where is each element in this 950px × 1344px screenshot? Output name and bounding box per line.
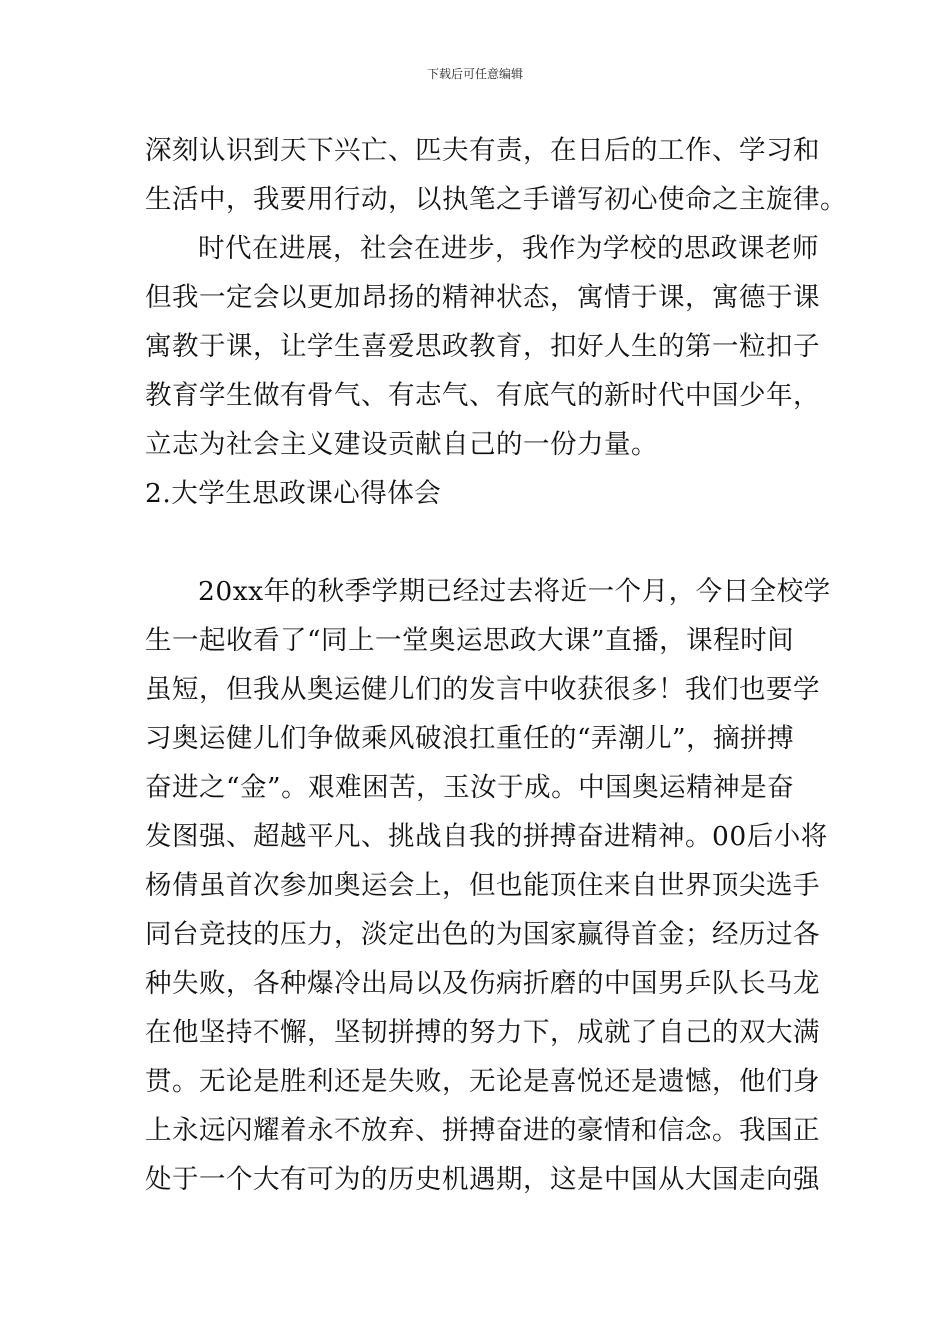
text-line: 习奥运健儿们争做乘风破浪扛重任的“弄潮儿”，摘拼搏 [145,723,795,754]
text-line: 立志为社会主义建设贡献自己的一份力量。 [145,429,658,460]
text-line: 种失败，各种爆冷出局以及伤病折磨的中国男乒队长马龙 [145,968,820,999]
text-line: 同台竞技的压力，淡定出色的为国家赢得首金；经历过各 [145,919,820,950]
text-line: 教育学生做有骨气、有志气、有底气的新时代中国少年， [145,380,820,411]
paragraph-2 [145,224,820,469]
text-line: 虽短，但我从奥运健儿们的发言中收获很多！我们也要学 [145,674,820,705]
text-line: 上永远闪耀着永不放弃、拼搏奋进的豪情和信念。我国正 [145,1115,820,1146]
paragraph-3 [145,567,831,1204]
text-line: 奋进之“金”。艰难困苦，玉汝于成。中国奥运精神是奋 [145,772,795,803]
paragraph-1 [145,126,847,224]
section-heading: 2.大学生思政课心得体会 [145,478,442,509]
page-header-note: 下载后可任意编辑 [426,67,523,81]
text-line: 处于一个大有可为的历史机遇期，这是中国从大国走向强 [145,1164,820,1195]
document-body [145,126,847,1204]
text-line: 发图强、超越平凡、挑战自我的拼搏奋进精神。00后小将 [145,821,828,852]
text-line: 但我一定会以更加昂扬的精神状态，寓情于课，寓德于课 [145,282,820,313]
text-line: 生一起收看了“同上一堂奥运思政大课”直播，课程时间 [145,625,795,656]
text-line: 贯。无论是胜利还是失败，无论是喜悦还是遗憾，他们身 [145,1066,820,1097]
text-line: 杨倩虽首次参加奥运会上，但也能顶住来自世界顶尖选手 [145,870,820,901]
blank-line [145,518,815,567]
text-line: 生活中，我要用行动，以执笔之手谱写初心使命之主旋律。 [145,184,847,215]
text-line: 寓教于课，让学生喜爱思政教育，扣好人生的第一粒扣子 [145,331,820,362]
text-line: 时代在进展，社会在进步，我作为学校的思政课老师 [198,233,819,264]
text-line: 20xx年的秋季学期已经过去将近一个月，今日全校学 [198,576,831,607]
text-line: 在他坚持不懈，坚韧拼搏的努力下，成就了自己的双大满 [145,1017,820,1048]
text-line: 深刻认识到天下兴亡、匹夫有责，在日后的工作、学习和 [145,135,820,166]
